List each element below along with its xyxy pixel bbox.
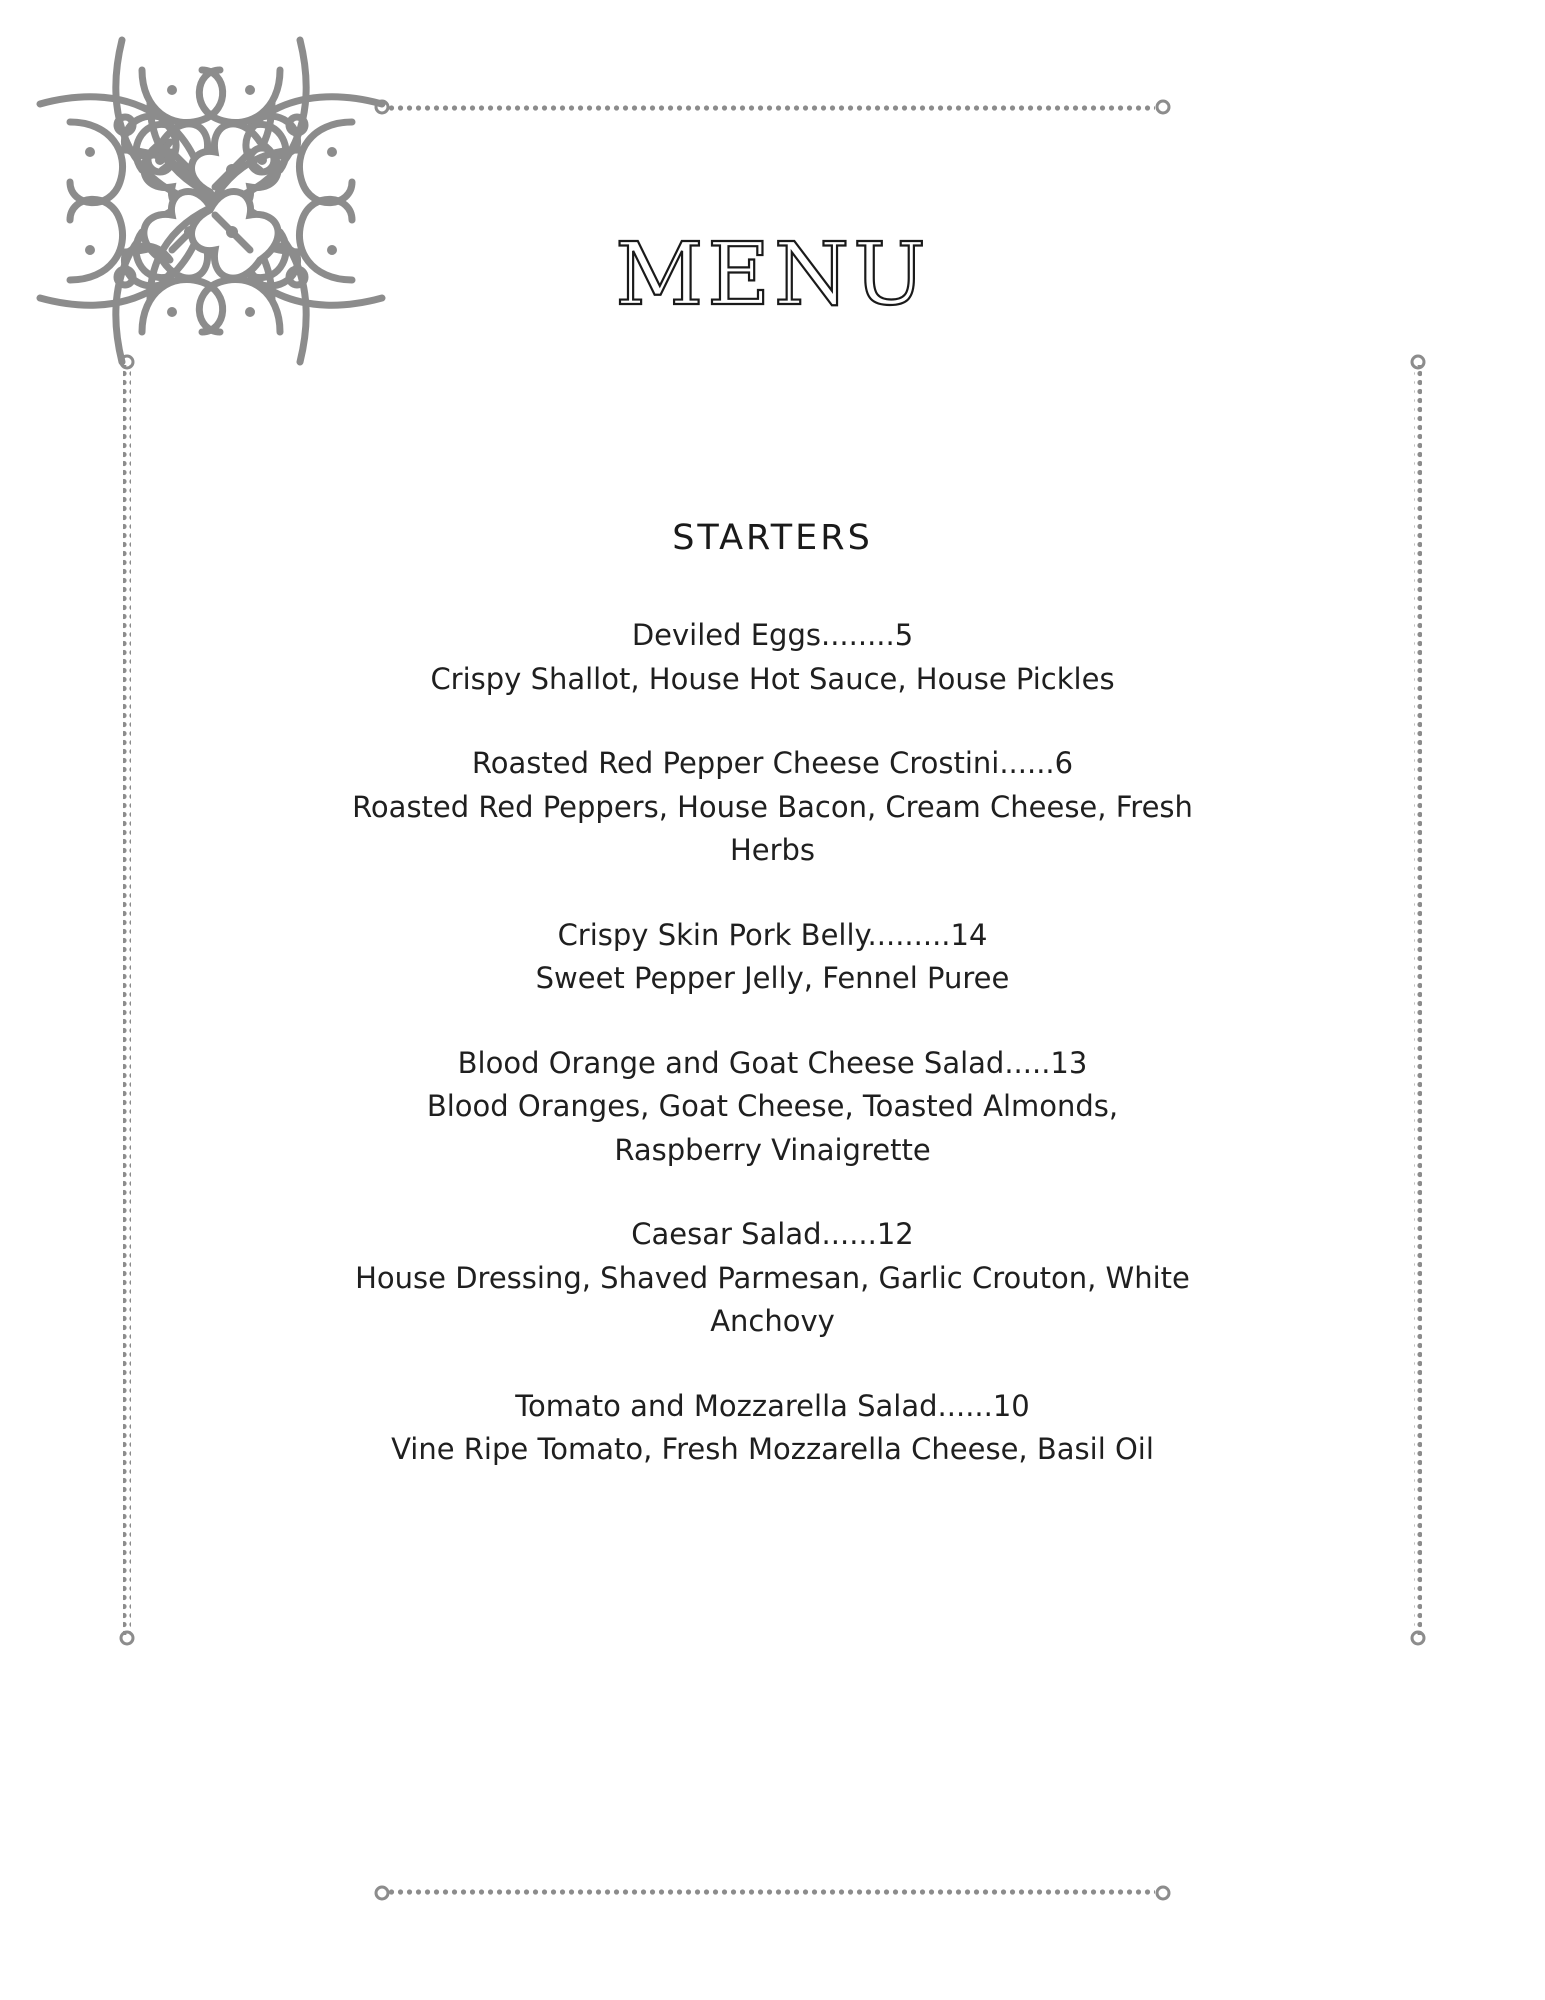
- menu-item: [300, 1213, 1245, 1344]
- menu-item-name-price: Caesar Salad......12: [631, 1217, 914, 1251]
- menu-item: [300, 1385, 1245, 1472]
- menu-item-description: Blood Oranges, Goat Cheese, Toasted Almonds, Raspberry Vinaigrette: [426, 1089, 1119, 1167]
- menu-item-name-price: Blood Orange and Goat Cheese Salad.....13: [457, 1045, 1088, 1080]
- menu-item-name-price: Roasted Red Pepper Cheese Crostini......6: [471, 746, 1074, 780]
- menu-item-description: Crispy Shallot, House Hot Sauce, House Pickles: [430, 661, 1115, 696]
- menu-item: [300, 914, 1245, 1001]
- menu-item: [300, 614, 1245, 701]
- section-heading-starters: STARTERS: [672, 518, 873, 558]
- menu-item: [300, 742, 1245, 873]
- menu-item-description: Sweet Pepper Jelly, Fennel Puree: [535, 961, 1010, 995]
- menu-item: [300, 1042, 1245, 1173]
- menu-item-name-price: Tomato and Mozzarella Salad......10: [515, 1388, 1030, 1423]
- menu-item-name-price: Crispy Skin Pork Belly.........14: [557, 917, 988, 952]
- menu-item-description: Vine Ripe Tomato, Fresh Mozzarella Cheese, Basil Oil: [391, 1432, 1154, 1466]
- menu-items-list: [300, 614, 1245, 1513]
- menu-item-description: Roasted Red Peppers, House Bacon, Cream Cheese, Fresh Herbs: [352, 789, 1193, 867]
- menu-title: MENU: [615, 225, 930, 325]
- menu-item-description: House Dressing, Shaved Parmesan, Garlic Crouton, White Anchovy: [355, 1260, 1190, 1338]
- menu-item-name-price: Deviled Eggs........5: [631, 618, 914, 652]
